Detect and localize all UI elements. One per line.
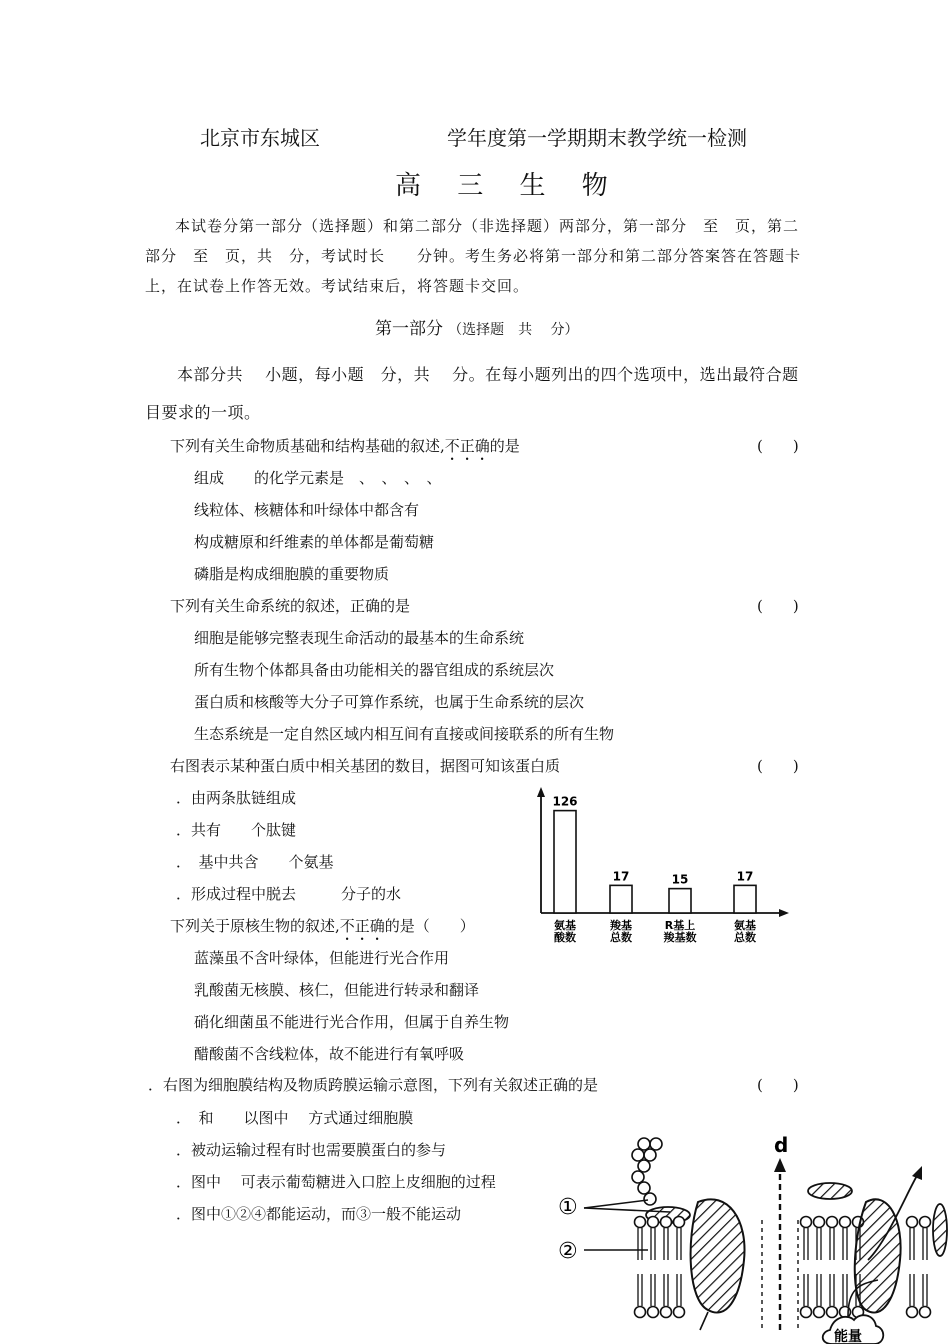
phospholipid-head xyxy=(827,1217,838,1228)
question-4-stem xyxy=(170,915,475,944)
phospholipid-head xyxy=(648,1307,659,1318)
label-1: ① xyxy=(558,1195,578,1220)
bars-group xyxy=(552,795,756,944)
header-exam-name: 学年度第一学期期末教学统一检测 xyxy=(447,126,747,150)
page-title: 高 三 生 物 xyxy=(395,171,622,201)
option: ．被动运输过程有时也需要膜蛋白的参与 xyxy=(176,1141,447,1159)
option: 组成 的化学元素是 、 、 、 、 xyxy=(194,469,442,487)
category-label: 氨基 xyxy=(554,919,576,932)
peripheral-protein xyxy=(808,1183,852,1199)
category-label: 羧基数 xyxy=(663,931,697,944)
phospholipid-head xyxy=(907,1307,918,1318)
phospholipid-head xyxy=(814,1217,825,1228)
option: 线粒体、核糖体和叶绿体中都含有 xyxy=(194,501,420,519)
question-1-stem xyxy=(170,435,520,464)
y-axis-arrow xyxy=(537,787,545,797)
option: 细胞是能够完整表现生命活动的最基本的生命系统 xyxy=(194,629,525,647)
phospholipid-head xyxy=(661,1217,672,1228)
option: 醋酸菌不含线粒体，故不能进行有氧呼吸 xyxy=(194,1045,465,1063)
option: 所有生物个体都具备由功能相关的器官组成的系统层次 xyxy=(194,661,555,679)
option: ． 基中共含 个氨基 xyxy=(176,853,334,871)
q1-stem-post: 的是 xyxy=(489,437,520,455)
left-efflux-arrow xyxy=(700,1312,708,1330)
option: 乳酸菌无核膜、核仁，但能进行转录和翻译 xyxy=(194,981,480,999)
bar xyxy=(610,885,632,913)
header-region: 北京市东城区 xyxy=(200,126,320,150)
answer-paren: ( ) xyxy=(757,437,799,455)
phospholipid-head xyxy=(920,1307,931,1318)
intro-paragraph: 本试卷分第一部分（选择题）和第二部分（非选择题）两部分，第一部分 至 页，第二部分 至 页，共 分，考试时长 分钟。考生务必将第一部分和第二部分答案答在答题卡上，在试卷上作答无效。考试结束后，将答题卡交回。 xyxy=(145,217,802,295)
edge-protein xyxy=(933,1204,947,1256)
phospholipid-head xyxy=(827,1307,838,1318)
arrow-d-head xyxy=(774,1158,786,1172)
phospholipid-head xyxy=(635,1307,646,1318)
cell-membrane-diagram xyxy=(548,1130,950,1344)
option: 构成糖原和纤维素的单体都是葡萄糖 xyxy=(194,533,435,551)
bar-value-label: 126 xyxy=(552,794,578,809)
part1-subheading: （选择题 共 分） xyxy=(448,322,579,338)
q4-stem-emphasis: 不正确 xyxy=(339,917,385,935)
answer-paren: ( ) xyxy=(757,757,799,775)
option: 磷脂是构成细胞膜的重要物质 xyxy=(194,565,390,583)
category-label: 羧基 xyxy=(610,919,632,932)
category-label: 酸数 xyxy=(554,931,576,944)
phospholipid-head xyxy=(814,1307,825,1318)
phospholipid-head xyxy=(661,1307,672,1318)
option: 蓝藻虽不含叶绿体，但能进行光合作用 xyxy=(194,949,450,967)
answer-paren: ( ) xyxy=(757,1076,799,1094)
phospholipid-head xyxy=(907,1217,918,1228)
phospholipid-head xyxy=(801,1307,812,1318)
bar-value-label: 17 xyxy=(736,869,754,884)
category-label: R基上 xyxy=(664,919,696,932)
label-energy: 能量 xyxy=(834,1329,862,1344)
question-2-stem: 下列有关生命系统的叙述，正确的是 xyxy=(170,597,411,615)
option: ．由两条肽链组成 xyxy=(176,789,297,807)
phospholipid-head xyxy=(648,1217,659,1228)
label-2: ② xyxy=(558,1239,578,1264)
glycoprotein-chain xyxy=(632,1138,662,1205)
transmembrane-protein-right xyxy=(855,1199,901,1312)
phospholipid-head xyxy=(801,1217,812,1228)
option: ．形成过程中脱去 分子的水 xyxy=(176,885,402,903)
category-label: 氨基 xyxy=(734,919,756,932)
q4-stem-post: 的是（ ） xyxy=(384,917,475,935)
part1-instruction: 本部分共 小题，每小题 分，共 分。在每小题列出的四个选项中，选出最符合题目要求的一项。 xyxy=(145,365,799,422)
option: ．图中 可表示葡萄糖进入口腔上皮细胞的过程 xyxy=(176,1173,496,1191)
option: 硝化细菌虽不能进行光合作用，但属于自养生物 xyxy=(194,1013,510,1031)
phospholipid-head xyxy=(920,1217,931,1228)
option: ． 和 以图中 方式通过细胞膜 xyxy=(176,1109,414,1127)
option: ．图中①②④都能运动，而③一般不能运动 xyxy=(176,1205,462,1223)
q1-stem-emphasis: 不正确 xyxy=(444,437,490,455)
category-label: 总数 xyxy=(734,931,756,944)
question-5-stem: ．右图为细胞膜结构及物质跨膜运输示意图，下列有关叙述正确的是 xyxy=(148,1076,599,1094)
answer-paren: ( ) xyxy=(757,597,799,615)
option: ．共有 个肽键 xyxy=(176,821,297,839)
transmembrane-protein-left xyxy=(691,1199,745,1312)
q4-stem-pre: 下列关于原核生物的叙述, xyxy=(170,917,340,935)
part1-heading: 第一部分 xyxy=(375,319,443,339)
bar xyxy=(734,885,756,913)
bar xyxy=(669,889,691,913)
x-axis-arrow xyxy=(779,909,789,917)
phospholipid-head xyxy=(674,1217,685,1228)
question-3-stem: 右图表示某种蛋白质中相关基团的数目，据图可知该蛋白质 xyxy=(170,757,561,775)
active-transport-arrow-head xyxy=(912,1166,922,1180)
q1-stem-pre: 下列有关生命物质基础和结构基础的叙述, xyxy=(170,437,445,455)
label-1-line-a xyxy=(584,1200,648,1208)
bar xyxy=(554,811,576,913)
part1-heading-group xyxy=(375,314,579,339)
phospholipid-head xyxy=(635,1217,646,1228)
option: 蛋白质和核酸等大分子可算作系统，也属于生命系统的层次 xyxy=(194,693,585,711)
bar-value-label: 17 xyxy=(612,869,630,884)
phospholipid-head xyxy=(674,1307,685,1318)
protein-group-bar-chart xyxy=(525,785,800,955)
bar-value-label: 15 xyxy=(671,872,689,887)
option: 生态系统是一定自然区域内相互间有直接或间接联系的所有生物 xyxy=(194,725,615,743)
phospholipid-head xyxy=(840,1217,851,1228)
label-d: d xyxy=(774,1133,789,1157)
category-label: 总数 xyxy=(610,931,632,944)
